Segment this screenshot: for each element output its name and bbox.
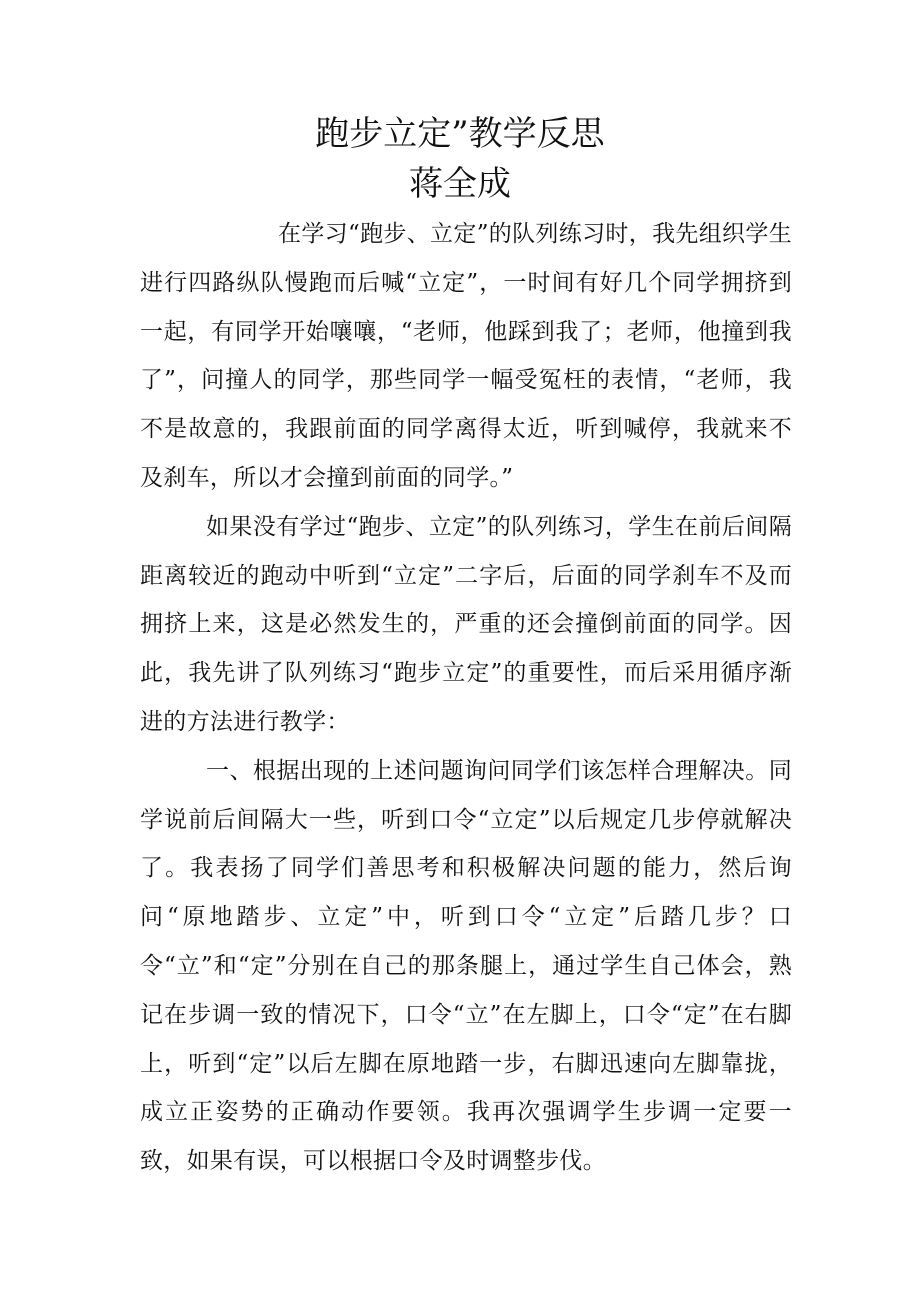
document-author: 蒋全成 bbox=[409, 164, 511, 204]
body-paragraph-2: 如果没有学过“跑步、立定”的队列练习，学生在前后间隔距离较近的跑动中听到“立定”二字后，后面的同学刹车不及而拥挤上来，这是必然发生的，严重的还会撞倒前面的同学。因此，我先讲了队列练习“跑步立定”的重要性，而后采用循序渐进的方法进行教学： bbox=[140, 513, 792, 735]
document-body bbox=[140, 210, 792, 1186]
body-paragraph-1: 在学习“跑步、立定”的队列练习时，我先组织学生进行四路纵队慢跑而后喊“立定”，一时间有好几个同学拥挤到一起，有同学开始嚷嚷，“老师，他踩到我了；老师，他撞到我了”，问撞人的同学，那些同学一幅受冤枉的表情，“老师，我不是故意的，我跟前面的同学离得太近，听到喊停，我就来不及刹车，所以才会撞到前面的同学。” bbox=[140, 221, 792, 491]
document-title: 跑步立定”教学反思 bbox=[315, 114, 605, 154]
body-paragraph-3: 一、根据出现的上述问题询问同学们该怎样合理解决。同学说前后间隔大一些，听到口令“立定”以后规定几步停就解决了。我表扬了同学们善思考和积极解决问题的能力，然后询问“原地踏步、立定”中，听到口令“立定”后踏几步？口令“立”和“定”分别在自己的那条腿上，通过学生自己体会，熟记在步调一致的情况下，口令“立”在左脚上，口令“定”在右脚上，听到“定”以后左脚在原地踏一步，右脚迅速向左脚靠拢，成立正姿势的正确动作要领。我再次强调学生步调一定要一致，如果有误，可以根据口令及时调整步伐。 bbox=[140, 757, 792, 1175]
